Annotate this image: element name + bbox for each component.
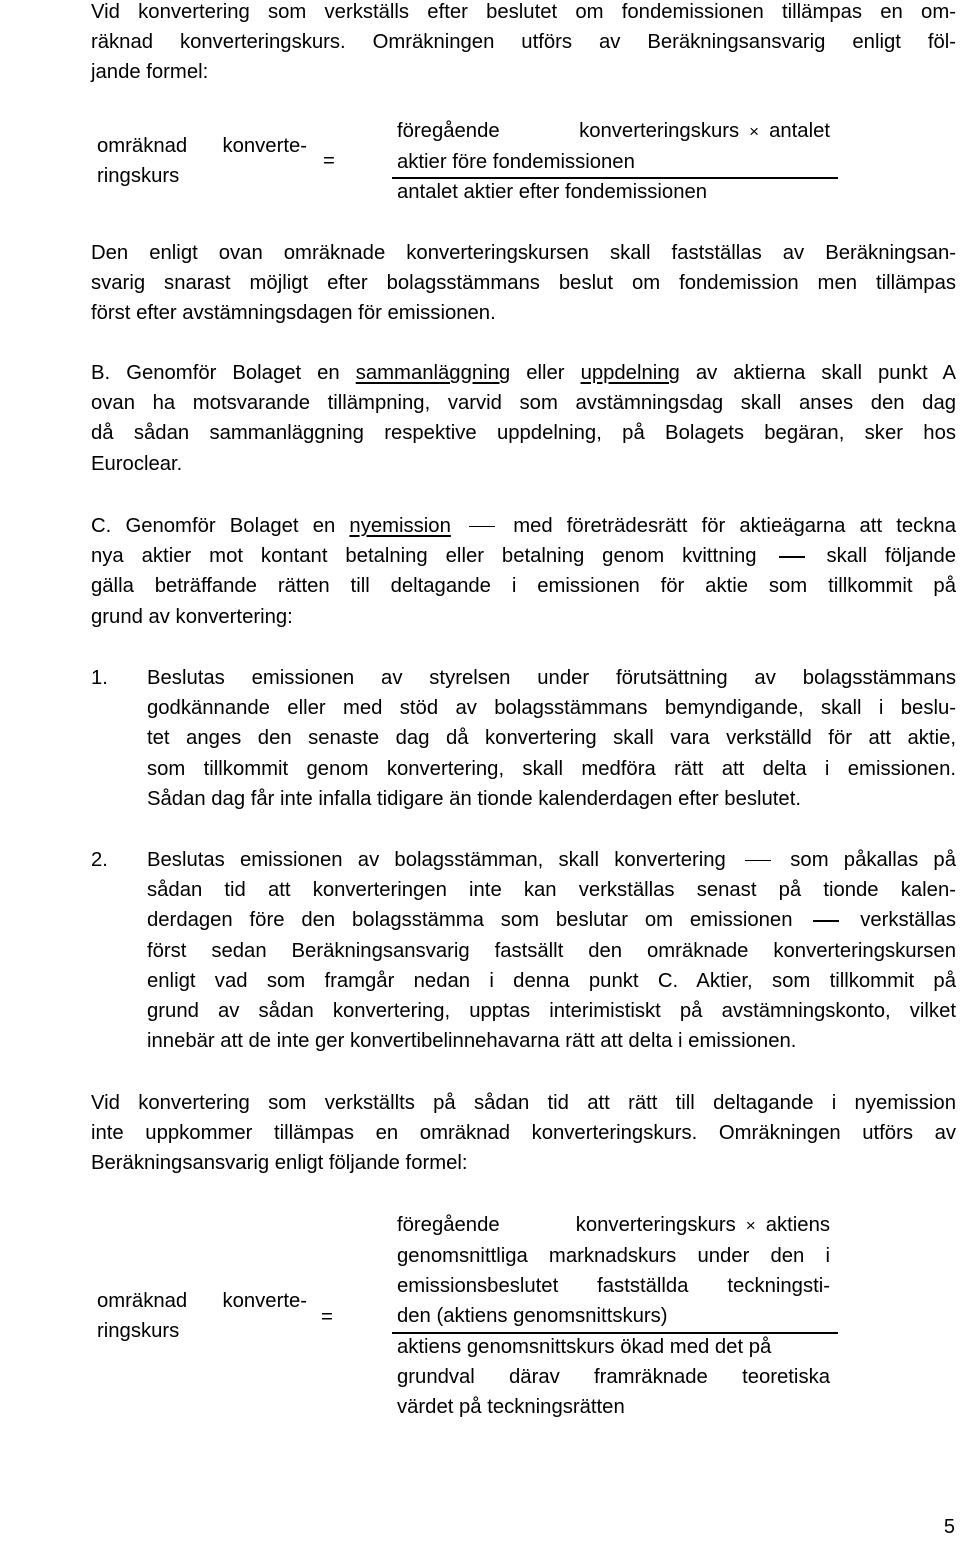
after-1-line-3: först efter avstämningsdagen för emissionen.	[91, 302, 496, 325]
item-2-marker: 2.	[91, 849, 108, 871]
formula-2-lhs-line-2: ringskurs	[97, 1320, 180, 1342]
uppdelning-term: uppdelning	[580, 362, 680, 384]
formula-1-num-text-a: föregående konverteringskurs	[397, 120, 740, 142]
item-2-line-1-b: som påkallas på	[790, 849, 956, 871]
multiply-sign: ×	[745, 1216, 756, 1235]
formula-2-den-line-1: aktiens genomsnittskurs ökad med det på	[397, 1336, 772, 1358]
formula-2-den-line-3: värdet på teckningsrätten	[397, 1396, 625, 1418]
item-2-line-1-a: Beslutas emissionen av bolagsstämman, skall konvertering	[147, 849, 726, 871]
section-b-text-a: Genomför Bolaget en	[126, 362, 340, 384]
formula-1-numerator	[397, 116, 830, 177]
section-c-text-b: med företrädesrätt för aktieägarna att teckna	[513, 515, 956, 537]
dash-mark	[813, 920, 839, 922]
intro-line-3: jande formel:	[91, 61, 209, 84]
item-2-line-3-a: derdagen före den bolagsstämma som beslutar om emissionen	[147, 909, 793, 932]
formula-1-equals: =	[323, 150, 335, 172]
dash-mark	[779, 556, 805, 558]
item-2-line-3-b: verkställas	[860, 909, 956, 932]
section-b-line-4: Euroclear.	[91, 452, 183, 475]
nyemission-term: nyemission	[349, 515, 451, 537]
formula-2-equals: =	[321, 1306, 333, 1328]
section-c-line-2-a: nya aktier mot kontant betalning eller betalning genom kvittning	[91, 545, 757, 568]
item-1-line-1: Beslutas emissionen av styrelsen under förutsättning av bolagsstämmans	[147, 667, 956, 689]
section-b-paragraph	[91, 358, 956, 479]
item-2-line-1	[147, 845, 956, 875]
intro-line-2: räknad konverteringskurs. Omräkningen utförs av Beräkningsansvarig enligt föl-	[91, 31, 956, 54]
formula-1-num-line-2: aktier före fondemissionen	[397, 151, 635, 173]
after-formula-2-intro-paragraph	[91, 1088, 956, 1179]
item-2-line-6: grund av sådan konvertering, upptas interimistiskt på avstämningskonto, vilket	[147, 1000, 956, 1023]
formula-1-num-line-1	[397, 116, 830, 147]
section-b-line-2: ovan ha motsvarande tillämpning, varvid som avstämningsdag skall anses den dag	[91, 392, 956, 415]
section-c-line-4: grund av konvertering:	[91, 605, 293, 628]
after-1-line-1: Den enligt ovan omräknade konverteringskursen skall fastställas av Beräkningsan-	[91, 242, 956, 264]
formula-1-lhs-line-2: ringskurs	[97, 165, 180, 187]
after-2-line-1: Vid konvertering som verkställts på sådan tid att rätt till deltagande i nyemission	[91, 1092, 956, 1114]
formula-2-den-line-2: grundval därav framräknade teoretiska	[397, 1366, 830, 1388]
section-c-line-1	[91, 511, 956, 541]
section-b-line-1	[91, 358, 956, 388]
item-2-paragraph	[147, 845, 956, 1056]
item-1-line-4: som tillkommit genom konvertering, skall medföra rätt att delta i emissionen.	[147, 757, 956, 780]
item-1-paragraph	[147, 663, 956, 814]
formula-1-lhs	[97, 131, 307, 191]
formula-2-num-line-4: den (aktiens genomsnittskurs)	[397, 1305, 668, 1327]
item-2-line-4: först sedan Beräkningsansvarig fastsällt den omräknade konverteringskursen	[147, 939, 956, 962]
section-c-paragraph	[91, 511, 956, 632]
sammanlaggning-term: sammanläggning	[355, 362, 511, 384]
formula-1-den-line-1: antalet aktier efter fondemissionen	[397, 181, 708, 203]
intro-paragraph	[91, 0, 956, 88]
item-2-line-7: innebär att de inte ger konvertibelinnehavarna rätt att delta i emissionen.	[147, 1030, 797, 1053]
item-2-line-5: enligt vad som framgår nedan i denna punkt C. Aktier, som tillkommit på	[147, 969, 956, 992]
formula-2-numerator	[397, 1210, 830, 1331]
formula-2-num-line-3: emissionsbeslutet fastställda teckningsti-	[397, 1275, 830, 1297]
after-2-line-3: Beräkningsansvarig enligt följande formel:	[91, 1152, 468, 1175]
formula-2-num-line-2: genomsnittliga marknadskurs under den i	[397, 1245, 830, 1267]
section-c-line-2	[91, 541, 956, 571]
formula-2-lhs-line-1: omräknad konverte-	[97, 1290, 307, 1312]
section-b-line-3: då sådan sammanläggning respektive uppdelning, på Bolagets begäran, sker hos	[91, 422, 956, 445]
formula-1-num-text-b: antalet	[769, 120, 830, 142]
formula-2-num-text-b: aktiens	[765, 1214, 830, 1236]
item-1-marker: 1.	[91, 667, 108, 689]
after-1-line-2: svarig snarast möjligt efter bolagsstämmans beslut om fondemission men tillämpas	[91, 272, 956, 295]
intro-line-1: Vid konvertering som verkställs efter beslutet om fondemissionen tillämpas en om-	[91, 1, 956, 23]
dash-mark	[469, 526, 495, 528]
after-formula-1-paragraph	[91, 238, 956, 329]
dash-mark	[745, 860, 771, 862]
item-2-line-2: sådan tid att konverteringen inte kan verkställas senast på tionde kalen-	[147, 879, 956, 902]
formula-2-denominator	[397, 1332, 830, 1422]
section-c-text-a: Genomför Bolaget en	[125, 515, 336, 537]
formula-2-lhs	[97, 1286, 307, 1346]
item-1-line-3: tet anges den senaste dag då konvertering skall vara verkställd för att aktie,	[147, 727, 956, 750]
item-1-line-5: Sådan dag får inte infalla tidigare än tionde kalenderdagen efter beslutet.	[147, 787, 801, 810]
item-1-line-2: godkännande eller med stöd av bolagsstämmans bemyndigande, skall i beslu-	[147, 697, 956, 720]
formula-2-num-text-a: föregående konverteringskurs	[397, 1214, 736, 1236]
section-b-text-b: eller	[526, 362, 565, 384]
item-2-line-3	[147, 905, 956, 935]
formula-1-denominator	[397, 177, 707, 207]
page-number: 5	[943, 1516, 955, 1538]
section-b-text-c: av aktierna skall punkt A	[695, 362, 957, 384]
formula-2-num-line-1	[397, 1210, 830, 1241]
formula-1-lhs-line-1: omräknad konverte-	[97, 135, 307, 157]
section-b-marker: B.	[91, 362, 111, 384]
section-c-line-3: gälla beträffande rätten till deltagande i emissionen för aktie som tillkommit på	[91, 575, 956, 598]
after-2-line-2: inte uppkommer tillämpas en omräknad konverteringskurs. Omräkningen utförs av	[91, 1122, 956, 1145]
multiply-sign: ×	[749, 122, 760, 141]
section-c-marker: C.	[91, 515, 112, 537]
section-c-line-2-b: skall följande	[826, 545, 957, 568]
